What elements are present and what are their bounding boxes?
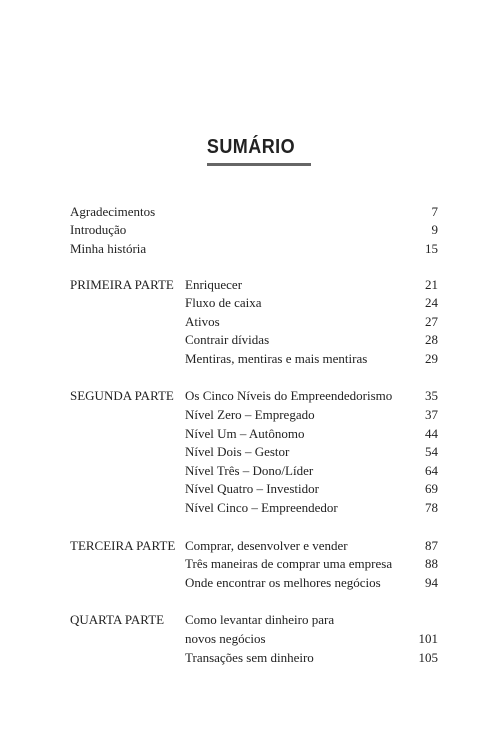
toc-entry-page: 64 [425, 463, 438, 478]
toc-entry[interactable] [70, 387, 438, 405]
toc-entry[interactable] [70, 350, 438, 368]
toc-entry-label: novos negócios [185, 631, 266, 646]
toc-entry-label: Nível Zero – Empregado [185, 407, 315, 422]
toc-entry-label: Nível Quatro – Investidor [185, 481, 319, 496]
toc-entry-label: Fluxo de caixa [185, 295, 262, 310]
toc-entry[interactable] [70, 537, 438, 555]
toc-entry-page: 7 [431, 204, 438, 219]
toc-entry-page: 94 [425, 575, 438, 590]
toc-entry-label: Como levantar dinheiro para [185, 612, 335, 627]
toc-entry-page: 44 [425, 426, 438, 441]
toc-entry-page: 24 [425, 295, 438, 310]
toc-entry-label: Nível Um – Autônomo [185, 426, 305, 441]
toc-entry[interactable] [70, 630, 438, 648]
toc-entry[interactable] [70, 574, 438, 592]
toc-entry-page: 37 [425, 407, 438, 422]
toc-entry[interactable] [70, 649, 438, 667]
toc-entry-label: Nível Cinco – Empreendedor [185, 500, 338, 515]
toc-entry-front-2[interactable] [70, 221, 438, 239]
toc-entry-label: Os Cinco Níveis do Empreendedorismo [185, 388, 393, 403]
toc-entry-label: Introdução [70, 222, 127, 237]
toc-entry-page: 35 [425, 388, 438, 403]
part-heading-4: QUARTA PARTE [70, 612, 165, 627]
toc-entry-label: Comprar, desenvolver e vender [185, 538, 348, 553]
toc-entry[interactable] [70, 611, 438, 629]
toc-entry-label: Contrair dívidas [185, 332, 270, 347]
toc-entry[interactable] [70, 294, 438, 312]
part-heading-3: TERCEIRA PARTE [70, 538, 176, 553]
toc-entry-page: 21 [425, 277, 438, 292]
toc-entry-front-3[interactable] [70, 240, 438, 258]
toc-entry[interactable] [70, 462, 438, 480]
part-heading-1: PRIMEIRA PARTE [70, 277, 174, 292]
toc-entry[interactable] [70, 499, 438, 517]
toc-entry[interactable] [70, 480, 438, 498]
toc-entry-page: 27 [425, 314, 438, 329]
toc-entry-page: 88 [425, 556, 438, 571]
toc-entry[interactable] [70, 425, 438, 443]
toc-entry[interactable] [70, 276, 438, 294]
toc-entry[interactable] [70, 443, 438, 461]
toc-entry-page: 54 [425, 444, 438, 459]
toc-title-wrap [0, 136, 502, 159]
toc-entry-label: Transações sem dinheiro [185, 650, 314, 665]
toc-entry-label: Mentiras, mentiras e mais mentiras [185, 351, 368, 366]
toc-entry-page: 105 [418, 650, 438, 665]
toc-entry-label: Três maneiras de comprar uma empresa [185, 556, 393, 571]
toc-entry-page: 69 [425, 481, 438, 496]
toc-entry[interactable] [70, 555, 438, 573]
toc-entry[interactable] [70, 406, 438, 424]
toc-entry-label: Ativos [185, 314, 220, 329]
toc-entry-page: 9 [431, 222, 438, 237]
toc-entry-label: Enriquecer [185, 277, 243, 292]
toc-entry-label: Onde encontrar os melhores negócios [185, 575, 381, 590]
toc-entry-page: 87 [425, 538, 438, 553]
toc-entry-page: 15 [425, 241, 438, 256]
title-underline [207, 163, 311, 166]
toc-entry-label: Nível Três – Dono/Líder [185, 463, 314, 478]
toc-entry-label: Minha história [70, 241, 147, 256]
toc-entry-page: 28 [425, 332, 438, 347]
toc-entry-label: Agradecimentos [70, 204, 156, 219]
toc-entry-page: 101 [418, 631, 438, 646]
toc-entry[interactable] [70, 313, 438, 331]
part-heading-2: SEGUNDA PARTE [70, 388, 174, 403]
toc-entry-front-1[interactable] [70, 203, 438, 221]
toc-entry-page: 78 [425, 500, 438, 515]
toc-title: SUMÁRIO [206, 136, 296, 158]
toc-entry-page: 29 [425, 351, 438, 366]
toc-entry[interactable] [70, 331, 438, 349]
toc-entry-label: Nível Dois – Gestor [185, 444, 290, 459]
